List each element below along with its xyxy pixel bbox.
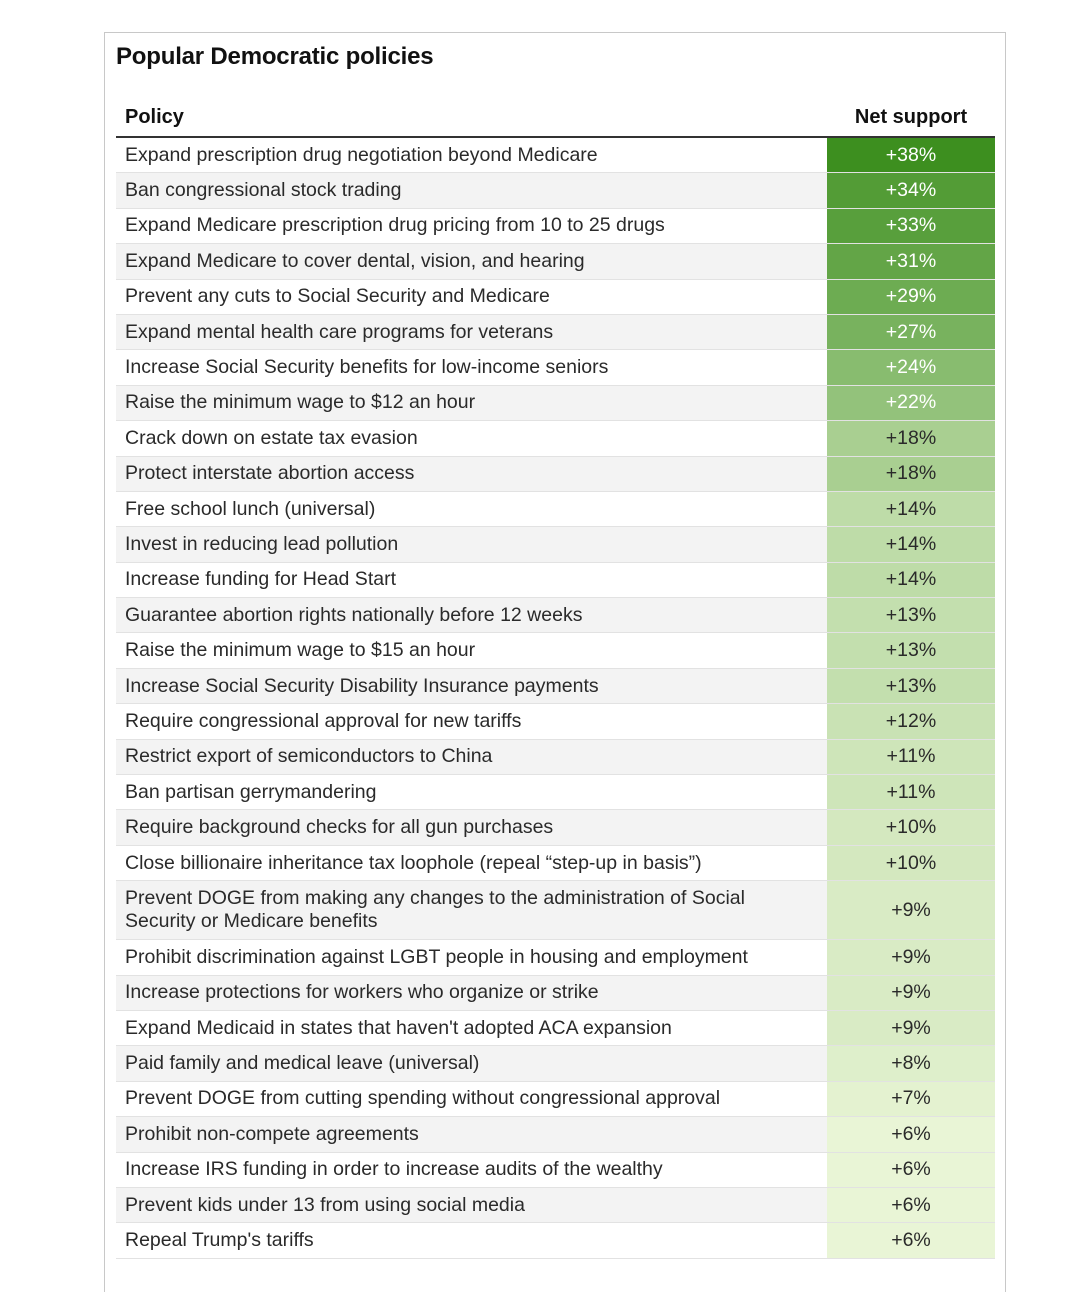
net-support-cell: +27% — [827, 315, 995, 349]
policy-label: Prevent kids under 13 from using social media — [125, 1193, 525, 1216]
net-support-cell: +11% — [827, 740, 995, 774]
column-header-net-support: Net support — [854, 106, 968, 128]
policy-label: Expand mental health care programs for veterans — [125, 320, 554, 343]
table-row — [116, 527, 995, 562]
net-support-cell: +7% — [827, 1082, 995, 1116]
policy-cell — [116, 598, 827, 632]
policy-label: Prevent any cuts to Social Security and Medicare — [125, 285, 550, 308]
table-row — [116, 1046, 995, 1081]
net-support-cell: +18% — [827, 421, 995, 455]
policy-label: Restrict export of semiconductors to China — [125, 745, 493, 768]
policy-cell — [116, 775, 827, 809]
table-row — [116, 1082, 995, 1117]
net-support-cell: +9% — [827, 976, 995, 1010]
policy-label: Increase funding for Head Start — [125, 568, 396, 591]
net-support-cell: +9% — [827, 940, 995, 974]
policy-label: Ban partisan gerrymandering — [125, 780, 377, 803]
table-row — [116, 244, 995, 279]
table-row — [116, 138, 995, 173]
policy-cell — [116, 244, 827, 278]
net-support-cell: +14% — [827, 527, 995, 561]
policy-label: Ban congressional stock trading — [125, 179, 402, 202]
table-row — [116, 598, 995, 633]
net-support-cell: +14% — [827, 563, 995, 597]
policy-label: Paid family and medical leave (universal) — [125, 1052, 480, 1075]
table-row — [116, 280, 995, 315]
policy-table — [116, 99, 995, 1259]
policy-label: Prevent DOGE from making any changes to the administration of Social Security or Medicare benefits — [125, 887, 745, 933]
net-support-cell: +10% — [827, 846, 995, 880]
table-row — [116, 940, 995, 975]
net-support-cell: +24% — [827, 350, 995, 384]
policy-cell — [116, 704, 827, 738]
net-support-cell: +11% — [827, 775, 995, 809]
net-support-cell: +6% — [827, 1117, 995, 1151]
table-row — [116, 881, 995, 940]
policy-label: Increase Social Security benefits for low-income seniors — [125, 356, 609, 379]
table-row — [116, 633, 995, 668]
policy-cell — [116, 209, 827, 243]
table-row — [116, 315, 995, 350]
policy-cell — [116, 527, 827, 561]
table-row — [116, 1223, 995, 1258]
table-row — [116, 386, 995, 421]
table-row — [116, 669, 995, 704]
table-title: Popular Democratic policies — [116, 43, 434, 70]
net-support-cell: +9% — [827, 881, 995, 939]
policy-label: Increase protections for workers who organize or strike — [125, 981, 599, 1004]
policy-cell — [116, 421, 827, 455]
column-header-policy: Policy — [125, 106, 184, 128]
policy-label: Close billionaire inheritance tax loophole (repeal “step-up in basis”) — [125, 851, 702, 874]
policy-label: Guarantee abortion rights nationally before 12 weeks — [125, 603, 583, 626]
policy-label: Prohibit non-compete agreements — [125, 1122, 419, 1145]
policy-label: Expand Medicaid in states that haven't adopted ACA expansion — [125, 1016, 672, 1039]
policy-label: Require congressional approval for new tariffs — [125, 709, 522, 732]
policy-cell — [116, 1223, 827, 1257]
table-row — [116, 1011, 995, 1046]
table-header — [116, 99, 995, 138]
net-support-cell: +31% — [827, 244, 995, 278]
policy-cell — [116, 1046, 827, 1080]
table-row — [116, 1188, 995, 1223]
policy-cell — [116, 1153, 827, 1187]
table-row — [116, 1117, 995, 1152]
net-support-cell: +6% — [827, 1153, 995, 1187]
policy-cell — [116, 563, 827, 597]
policy-cell — [116, 350, 827, 384]
table-body — [116, 138, 995, 1259]
policy-cell — [116, 810, 827, 844]
policy-cell — [116, 881, 827, 939]
net-support-cell: +13% — [827, 633, 995, 667]
policy-cell — [116, 1011, 827, 1045]
table-row — [116, 492, 995, 527]
policy-cell — [116, 1117, 827, 1151]
policy-label: Repeal Trump's tariffs — [125, 1229, 314, 1252]
net-support-cell: +8% — [827, 1046, 995, 1080]
table-row — [116, 457, 995, 492]
net-support-cell: +12% — [827, 704, 995, 738]
policy-cell — [116, 457, 827, 491]
policy-cell — [116, 173, 827, 207]
net-support-cell: +22% — [827, 386, 995, 420]
policy-label: Increase IRS funding in order to increase audits of the wealthy — [125, 1158, 663, 1181]
policy-label: Raise the minimum wage to $15 an hour — [125, 639, 476, 662]
policy-label: Invest in reducing lead pollution — [125, 532, 399, 555]
table-row — [116, 173, 995, 208]
net-support-cell: +10% — [827, 810, 995, 844]
policy-cell — [116, 976, 827, 1010]
table-row — [116, 209, 995, 244]
policy-label: Raise the minimum wage to $12 an hour — [125, 391, 476, 414]
policy-label: Expand Medicare prescription drug pricing from 10 to 25 drugs — [125, 214, 665, 237]
policy-label: Increase Social Security Disability Insurance payments — [125, 674, 599, 697]
net-support-cell: +33% — [827, 209, 995, 243]
policy-cell — [116, 940, 827, 974]
table-row — [116, 704, 995, 739]
policy-cell — [116, 1188, 827, 1222]
policy-label: Crack down on estate tax evasion — [125, 426, 418, 449]
policy-cell — [116, 740, 827, 774]
policy-label: Require background checks for all gun purchases — [125, 816, 554, 839]
table-row — [116, 350, 995, 385]
table-row — [116, 976, 995, 1011]
net-support-cell: +14% — [827, 492, 995, 526]
net-support-cell: +13% — [827, 669, 995, 703]
table-row — [116, 846, 995, 881]
table-row — [116, 1153, 995, 1188]
policy-table-card — [104, 32, 1006, 1292]
table-row — [116, 810, 995, 845]
policy-label: Free school lunch (universal) — [125, 497, 376, 520]
net-support-cell: +13% — [827, 598, 995, 632]
policy-label: Protect interstate abortion access — [125, 462, 415, 485]
policy-cell — [116, 669, 827, 703]
policy-cell — [116, 280, 827, 314]
table-row — [116, 563, 995, 598]
policy-cell — [116, 1082, 827, 1116]
policy-label: Expand Medicare to cover dental, vision, and hearing — [125, 249, 585, 272]
net-support-cell: +9% — [827, 1011, 995, 1045]
net-support-cell: +6% — [827, 1188, 995, 1222]
table-row — [116, 421, 995, 456]
policy-cell — [116, 633, 827, 667]
policy-label: Expand prescription drug negotiation beyond Medicare — [125, 143, 598, 166]
policy-cell — [116, 138, 827, 172]
policy-label: Prohibit discrimination against LGBT people in housing and employment — [125, 945, 748, 968]
net-support-cell: +34% — [827, 173, 995, 207]
policy-cell — [116, 386, 827, 420]
policy-cell — [116, 846, 827, 880]
net-support-cell: +38% — [827, 138, 995, 172]
policy-label: Prevent DOGE from cutting spending without congressional approval — [125, 1087, 721, 1110]
table-row — [116, 775, 995, 810]
net-support-cell: +29% — [827, 280, 995, 314]
net-support-cell: +6% — [827, 1223, 995, 1257]
table-row — [116, 740, 995, 775]
net-support-cell: +18% — [827, 457, 995, 491]
policy-cell — [116, 492, 827, 526]
policy-cell — [116, 315, 827, 349]
